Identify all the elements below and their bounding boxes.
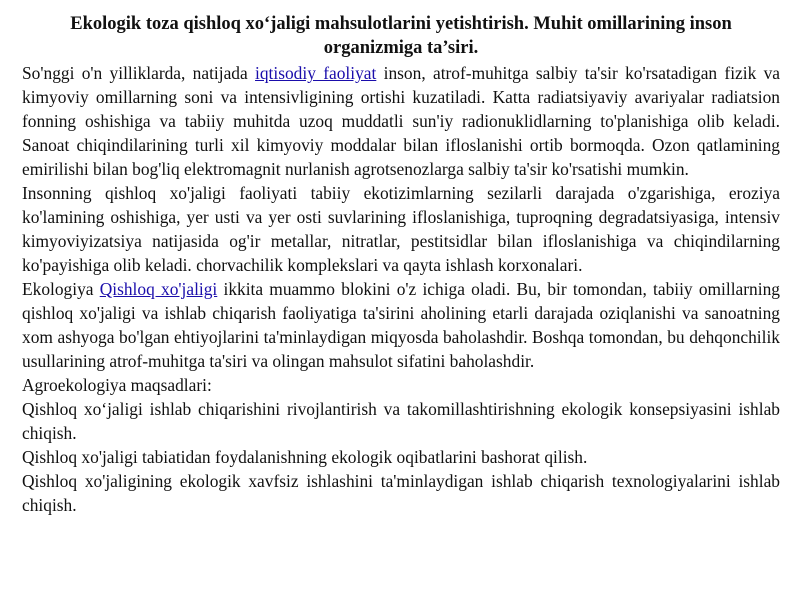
paragraph-goal-3: Qishloq xo'jaligining ekologik xavfsiz ishlashini ta'minlaydigan ishlab chiqarish texnologiyalarini ishlab chiqish.	[22, 471, 780, 515]
paragraph-goals-heading: Agroekologiya maqsadlari:	[22, 375, 212, 395]
paragraph-agriculture-impact: Insonning qishloq xo'jaligi faoliyati tabiiy ekotizimlarning sezilarli darajada o'zgarishiga, eroziya ko'lamining oshishiga, yer usti va yer osti suvlarining ifloslanishiga, tuproqning degradatsiyasiga, intensiv kimyoviyizatsiya natijasida og'ir metallar, nitratlar, pestitsidlar bilan ifloslanishiga va chiqindilarning ko'payishiga olib keladi. chorvachilik komplekslari va qayta ishlash korxonalari.	[22, 183, 780, 275]
paragraph-intro-after: inson, atrof-muhitga salbiy ta'sir ko'rsatadigan fizik va kimyoviy omillarning soni va intensivligining ortishi kuzatiladi. Katta radiatsiyaviy avariyalar radiatsion fonning oshishiga va tabiiy muhitda uzoq muddatli sun'iy radionuklidlarning to'planishiga olib keladi. Sanoat chiqindilarining turli xil kimyoviy moddalar bilan ifloslanishi ortib bormoqda. Ozon qatlamining emirilishi bilan bog'liq elektromagnit nurlanish agrotsenozlarga salbiy ta'sir ko'rsatishi mumkin.	[22, 63, 780, 179]
paragraph-ecology	[22, 277, 780, 373]
paragraph-goal-2: Qishloq xo'jaligi tabiatidan foydalanishning ekologik oqibatlarini bashorat qilish.	[22, 447, 588, 467]
paragraph-goal-1: Qishloq xo‘jaligi ishlab chiqarishini rivojlantirish va takomillashtirishning ekologik konsepsiyasini ishlab chiqish.	[22, 399, 780, 443]
page-title: Ekologik toza qishloq xo‘jaligi mahsulotlarini yetishtirish. Muhit omillarining inson organizmiga ta’siri.	[70, 14, 732, 58]
paragraph-ecology-after: ikkita muammo blokini o'z ichiga oladi. Bu, bir tomondan, tabiiy omillarning qishloq xo'jaligi va ishlab chiqarish faoliyatiga ta'sirini aholining etarli darajada oziqlanishi va sanoatning xom ashyoga bo'lgan ehtiyojlarini ta'minlaydigan miqyosda baholashdir. Boshqa tomondan, bu dehqonchilik usullarining atrof-muhitga ta'siri va olingan mahsulot sifatini baholashdir.	[22, 279, 780, 371]
link-iqtisodiy-faoliyat[interactable]: iqtisodiy faoliyat	[255, 63, 377, 83]
link-qishloq-xojaligi[interactable]: Qishloq xo'jaligi	[99, 279, 218, 299]
paragraph-intro	[22, 61, 780, 181]
paragraph-intro-before: So'nggi o'n yilliklarda, natijada	[22, 63, 256, 83]
paragraph-ecology-before: Ekologiya	[22, 279, 100, 299]
